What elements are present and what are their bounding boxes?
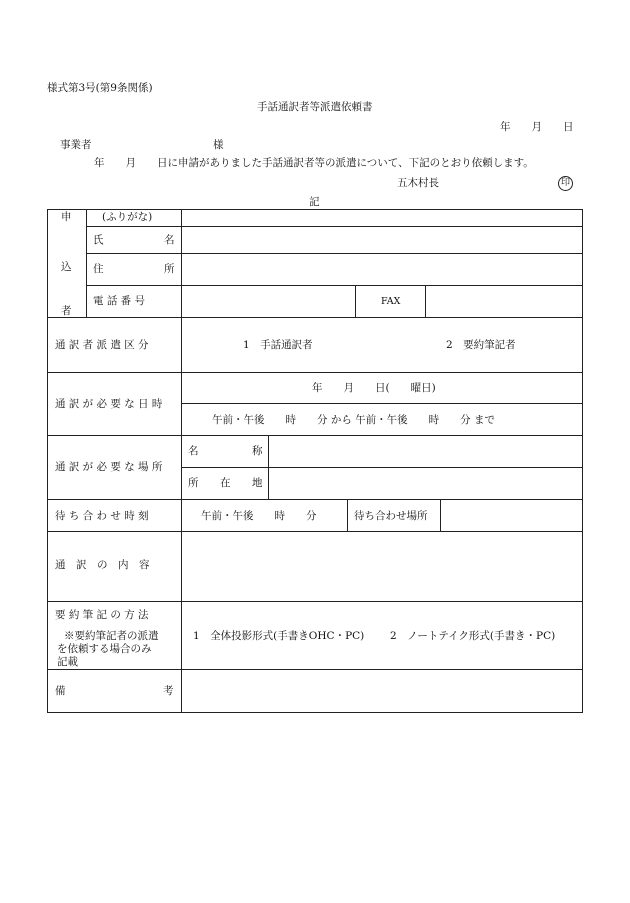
addressee: 事業者 (60, 139, 92, 151)
fax-label: FAX (381, 296, 401, 307)
location-label-2: 在 (220, 477, 231, 489)
remarks-label-1: 備 (55, 685, 66, 697)
applicant-char-1: 申 (61, 211, 72, 223)
date-line: 年 月 日 (500, 121, 574, 133)
row-line (181, 467, 583, 468)
applicant-char-3: 者 (61, 305, 72, 317)
place-label: 通 訳 が 必 要 な 場 所 (55, 461, 163, 473)
summary-method-label: 要 約 筆 記 の 方 法 (55, 609, 149, 621)
datetime-time-range: 午前・午後 時 分 から 午前・午後 時 分 まで (212, 414, 496, 426)
summary-method-option-notetake: 2 ノートテイク形式(手書き・PC) (390, 630, 556, 642)
location-label-3: 地 (252, 477, 263, 489)
interpretation-content-label: 通 訳 の 内 容 (55, 559, 150, 571)
ki-heading: 記 (309, 196, 320, 208)
col-line (347, 499, 348, 531)
meeting-time-value: 午前・午後 時 分 (201, 510, 317, 522)
form-number: 様式第3号(第9条関係) (47, 82, 153, 94)
name-label-1: 氏 (93, 234, 104, 246)
row-line (47, 531, 583, 532)
meeting-place-label: 待ち合わせ場所 (354, 510, 428, 522)
row-line (47, 601, 583, 602)
location-label-1: 所 (188, 477, 199, 489)
dispatch-option-summary-writer: 2 要約筆記者 (446, 339, 516, 351)
summary-method-note-3: 記載 (57, 656, 78, 668)
document-title: 手話通訳者等派遣依頼書 (257, 101, 373, 113)
col-line (355, 285, 356, 317)
col-line (268, 435, 269, 499)
address-label-1: 住 (93, 263, 104, 275)
row-line (47, 372, 583, 373)
datetime-date: 年 月 日( 曜日) (312, 382, 436, 394)
applicant-char-2: 込 (61, 261, 72, 273)
meeting-time-label: 待 ち 合 わ せ 時 刻 (55, 510, 149, 522)
row-line (47, 435, 583, 436)
dispatch-category-label: 通 訳 者 派 遣 区 分 (55, 339, 149, 351)
remarks-label-2: 考 (163, 685, 174, 697)
row-line (47, 317, 583, 318)
place-name-label-1: 名 (188, 445, 199, 457)
mayor-title: 五木村長 (397, 177, 439, 189)
col-line (425, 285, 426, 317)
furigana-label: (ふりがな) (102, 211, 153, 223)
place-name-label-2: 称 (252, 445, 263, 457)
honorific: 様 (213, 139, 224, 151)
row-line (47, 499, 583, 500)
seal-mark: 印 (558, 176, 573, 191)
row-line (86, 253, 583, 254)
row-line (181, 403, 583, 404)
name-label-2: 名 (164, 234, 175, 246)
request-sentence: 年 月 日に申請がありました手話通訳者等の派遣について、下記のとおり依頼します。 (94, 157, 534, 169)
row-line (86, 226, 583, 227)
col-line (440, 499, 441, 531)
dispatch-option-sign-interpreter: 1 手話通訳者 (243, 339, 313, 351)
phone-label: 電 話 番 号 (93, 295, 146, 307)
row-line (47, 669, 583, 670)
summary-method-note-1: ※要約筆記者の派遣 (64, 630, 159, 642)
address-label-2: 所 (164, 263, 175, 275)
col-line (181, 209, 182, 713)
summary-method-option-projection: 1 全体投影形式(手書きOHC・PC) (193, 630, 365, 642)
col-line (86, 209, 87, 317)
summary-method-note-2: を依頼する場合のみ (57, 643, 152, 655)
row-line (86, 285, 583, 286)
datetime-label: 通 訳 が 必 要 な 日 時 (55, 398, 163, 410)
